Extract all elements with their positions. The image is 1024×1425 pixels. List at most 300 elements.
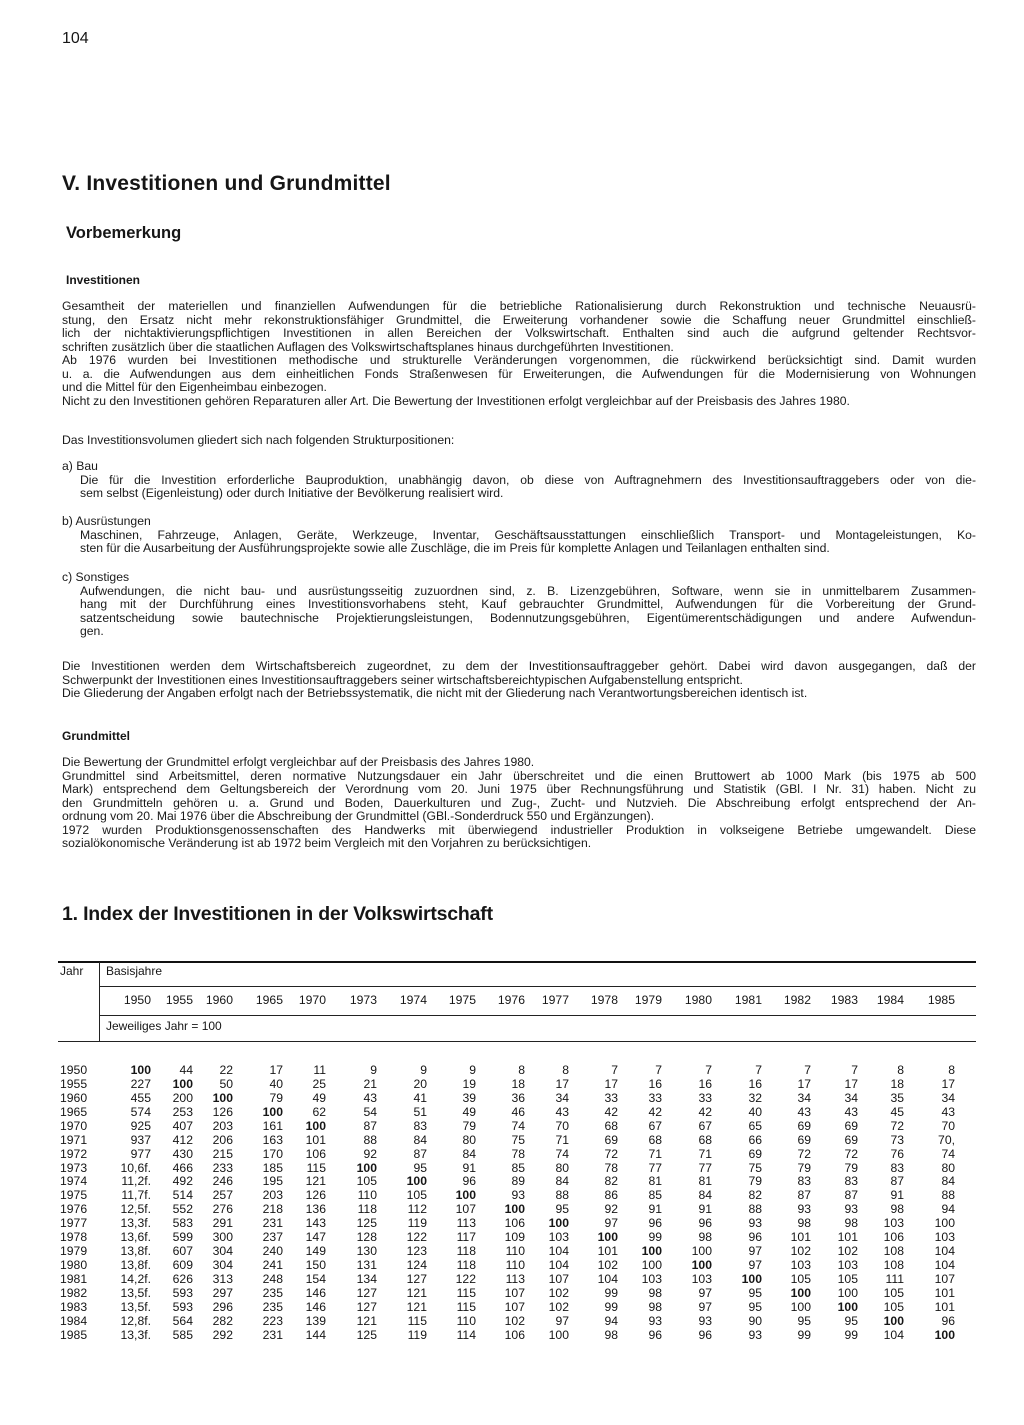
table-cell: 123 bbox=[406, 1244, 427, 1259]
table-cell: 203 bbox=[212, 1118, 233, 1133]
table-cell: 77 bbox=[698, 1160, 712, 1175]
row-year-label: 1979 bbox=[60, 1244, 88, 1259]
table-cell: 100 bbox=[406, 1174, 427, 1189]
table-cell: 87 bbox=[413, 1146, 427, 1161]
page-number: 104 bbox=[62, 30, 89, 47]
table-cell: 455 bbox=[130, 1090, 151, 1105]
table-cell: 113 bbox=[505, 1271, 525, 1286]
chapter-title: V. Investitionen und Grundmittel bbox=[62, 172, 391, 195]
table-cell: 100 bbox=[548, 1327, 569, 1342]
row-year-label: 1975 bbox=[60, 1188, 88, 1203]
table-cell: 100 bbox=[504, 1202, 525, 1217]
table-cell: 99 bbox=[648, 1230, 662, 1245]
table-cell: 13,5f. bbox=[120, 1285, 151, 1300]
table-cell: 79 bbox=[462, 1118, 476, 1133]
table-cell: 67 bbox=[648, 1118, 662, 1133]
table-cell: 93 bbox=[748, 1216, 762, 1231]
table-cell: 97 bbox=[555, 1313, 569, 1328]
table-cell: 71 bbox=[555, 1132, 569, 1147]
table-cell: 40 bbox=[269, 1076, 283, 1091]
table-cell: 585 bbox=[172, 1327, 193, 1342]
table-cell: 313 bbox=[212, 1271, 233, 1286]
table-cell: 103 bbox=[934, 1230, 955, 1245]
table-cell: 70 bbox=[555, 1118, 569, 1133]
table-cell: 104 bbox=[934, 1258, 955, 1273]
table-cell: 92 bbox=[363, 1146, 377, 1161]
table-cell: 291 bbox=[212, 1216, 233, 1231]
table-cell: 103 bbox=[641, 1271, 662, 1286]
table-cell: 87 bbox=[890, 1174, 904, 1189]
text-line: 1972 wurden Produktionsgenossenschaften des Handwerks mit überwiegend industrieller Produktion in volkseigene Betriebe umgewandelt. Diese bbox=[62, 822, 976, 837]
table-cell: 102 bbox=[597, 1258, 618, 1273]
table-cell: 626 bbox=[172, 1271, 193, 1286]
table-cell: 163 bbox=[262, 1132, 283, 1147]
table-cell: 276 bbox=[212, 1202, 233, 1217]
table-cell: 84 bbox=[941, 1174, 955, 1189]
base-year-header: 1979 bbox=[634, 993, 662, 1007]
table-cell: 100 bbox=[172, 1076, 193, 1091]
table-cell: 7 bbox=[611, 1063, 618, 1077]
item-label: a) Bau bbox=[62, 459, 98, 473]
table-cell: 231 bbox=[262, 1216, 283, 1231]
table-cell: 13,8f. bbox=[120, 1244, 151, 1259]
table-cell: 147 bbox=[305, 1230, 326, 1245]
table-cell: 161 bbox=[262, 1118, 283, 1133]
base-year-header: 1974 bbox=[399, 993, 427, 1007]
text-line: lich der nichtaktivierungspflichtigen Investitionen in allen Bereichen der Volkswirtschaft. Enthalten sind auch die aufgrund geltender Rechtsvor- bbox=[62, 326, 976, 340]
table-cell: 100 bbox=[305, 1118, 326, 1133]
table-cell: 96 bbox=[748, 1230, 762, 1245]
table-cell: 297 bbox=[212, 1285, 233, 1300]
table-cell: 121 bbox=[406, 1285, 427, 1300]
table-cell: 87 bbox=[363, 1118, 377, 1133]
table-cell: 233 bbox=[212, 1160, 233, 1175]
table-cell: 88 bbox=[555, 1188, 569, 1203]
table-cell: 84 bbox=[555, 1174, 569, 1189]
table-cell: 80 bbox=[555, 1160, 569, 1175]
col-header-jahr: Jahr bbox=[60, 964, 84, 978]
base-year-header: 1982 bbox=[783, 993, 811, 1007]
table-cell: 69 bbox=[844, 1118, 858, 1133]
table-cell: 118 bbox=[357, 1202, 377, 1217]
row-year-label: 1984 bbox=[60, 1313, 88, 1328]
table-cell: 104 bbox=[548, 1258, 569, 1273]
table-cell: 126 bbox=[305, 1188, 326, 1203]
table-cell: 223 bbox=[262, 1313, 283, 1328]
base-year-header: 1960 bbox=[205, 993, 233, 1007]
table-cell: 66 bbox=[748, 1132, 762, 1147]
table-cell: 304 bbox=[212, 1244, 233, 1259]
table-cell: 583 bbox=[172, 1216, 193, 1231]
text-line: Maschinen, Fahrzeuge, Anlagen, Geräte, Werkzeuge, Inventar, Geschäftsausstattungen einschließlich Transport- und Montageleistungen, Ko- bbox=[80, 527, 976, 542]
table-cell: 122 bbox=[455, 1271, 476, 1286]
table-cell: 118 bbox=[456, 1244, 476, 1259]
table-cell: 121 bbox=[356, 1313, 377, 1328]
table-cell: 300 bbox=[212, 1230, 233, 1245]
table-cell: 77 bbox=[648, 1160, 662, 1175]
table-cell: 80 bbox=[941, 1160, 955, 1175]
table-cell: 100 bbox=[883, 1313, 904, 1328]
table-cell: 149 bbox=[305, 1244, 326, 1259]
table-cell: 43 bbox=[844, 1104, 858, 1119]
table-cell: 54 bbox=[363, 1104, 377, 1119]
table-cell: 96 bbox=[698, 1327, 712, 1342]
table-cell: 100 bbox=[790, 1299, 811, 1314]
table-cell: 130 bbox=[356, 1244, 377, 1259]
table-cell: 110 bbox=[456, 1313, 476, 1328]
header-rule-2 bbox=[100, 1015, 976, 1016]
table-cell: 514 bbox=[172, 1188, 193, 1203]
table-cell: 9 bbox=[420, 1063, 427, 1077]
table-cell: 17 bbox=[269, 1063, 283, 1077]
base-year-header: 1970 bbox=[298, 993, 326, 1007]
table-cell: 126 bbox=[212, 1104, 233, 1119]
table-cell: 146 bbox=[305, 1285, 326, 1300]
table-cell: 95 bbox=[555, 1202, 569, 1217]
base-year-header: 1981 bbox=[734, 993, 762, 1007]
text-line: Schwerpunkt der Investitionen eines Investitionsauftraggebers seiner wirtschaftsbereichtypischen Aufgabenstellung entspricht. bbox=[62, 672, 743, 687]
table-cell: 94 bbox=[604, 1313, 618, 1328]
table-cell: 100 bbox=[790, 1285, 811, 1300]
table-cell: 206 bbox=[212, 1132, 233, 1147]
table-cell: 69 bbox=[844, 1132, 858, 1147]
text-line: Die Bewertung der Grundmittel erfolgt vergleichbar auf der Preisbasis des Jahres 1980. bbox=[62, 755, 535, 769]
table-cell: 103 bbox=[837, 1258, 858, 1273]
table-cell: 34 bbox=[941, 1090, 955, 1105]
table-cell: 102 bbox=[548, 1299, 569, 1314]
table-cell: 93 bbox=[648, 1313, 662, 1328]
table-cell: 95 bbox=[748, 1285, 762, 1300]
table-cell: 79 bbox=[269, 1090, 283, 1105]
table-cell: 8 bbox=[948, 1063, 955, 1077]
table-cell: 90 bbox=[748, 1313, 762, 1328]
table-cell: 42 bbox=[698, 1104, 712, 1119]
table-cell: 100 bbox=[691, 1258, 712, 1273]
row-year-label: 1981 bbox=[60, 1271, 88, 1286]
structure-intro: Das Investitionsvolumen gliedert sich nach folgenden Strukturpositionen: bbox=[62, 433, 455, 447]
table-title: 1. Index der Investitionen in der Volkswirtschaft bbox=[62, 903, 493, 925]
table-cell: 125 bbox=[356, 1216, 377, 1231]
table-cell: 84 bbox=[413, 1132, 427, 1147]
text-line: Grundmittel sind Arbeitsmittel, deren normative Nutzungsdauer ein Jahr überschreitet und die einen Bruttowert ab 1000 Mark (bis 1975 ab 500 bbox=[62, 768, 976, 783]
table-cell: 83 bbox=[797, 1174, 811, 1189]
table-cell: 100 bbox=[934, 1327, 955, 1342]
table-cell: 97 bbox=[698, 1285, 712, 1300]
table-cell: 97 bbox=[748, 1258, 762, 1273]
table-top-rule bbox=[58, 961, 976, 963]
table-cell: 89 bbox=[511, 1174, 525, 1189]
table-cell: 102 bbox=[504, 1313, 525, 1328]
table-cell: 86 bbox=[604, 1188, 618, 1203]
table-cell: 108 bbox=[883, 1244, 904, 1259]
table-cell: 100 bbox=[597, 1230, 618, 1245]
text-line: den Grundmitteln gehören u. a. Grund und Boden, Dauerkulturen und Zug-, Zucht- und Nutzvieh. Die Abschreibung erfolgt entsprechend der An- bbox=[62, 795, 976, 810]
table-cell: 75 bbox=[748, 1160, 762, 1175]
table-cell: 46 bbox=[511, 1104, 525, 1119]
table-cell: 84 bbox=[698, 1188, 712, 1203]
table-cell: 16 bbox=[698, 1076, 712, 1091]
table-cell: 98 bbox=[648, 1299, 662, 1314]
table-cell: 292 bbox=[212, 1327, 233, 1342]
table-cell: 106 bbox=[883, 1230, 904, 1245]
table-cell: 235 bbox=[262, 1285, 283, 1300]
table-cell: 44 bbox=[179, 1063, 193, 1077]
table-cell: 87 bbox=[844, 1188, 858, 1203]
table-cell: 34 bbox=[844, 1090, 858, 1105]
row-year-label: 1985 bbox=[60, 1327, 88, 1342]
table-cell: 103 bbox=[548, 1230, 569, 1245]
table-cell: 68 bbox=[648, 1132, 662, 1147]
table-cell: 99 bbox=[604, 1285, 618, 1300]
table-cell: 103 bbox=[790, 1258, 811, 1273]
table-cell: 68 bbox=[698, 1132, 712, 1147]
table-cell: 97 bbox=[604, 1216, 618, 1231]
table-cell: 72 bbox=[604, 1146, 618, 1161]
table-cell: 51 bbox=[413, 1104, 427, 1119]
row-year-label: 1974 bbox=[60, 1174, 88, 1189]
table-cell: 119 bbox=[407, 1327, 427, 1342]
table-cell: 18 bbox=[511, 1076, 525, 1091]
table-cell: 412 bbox=[172, 1132, 193, 1147]
text-line: stung, den Ersatz nicht mehr rekonstruktionsfähiger Grundmittel, die Erweiterung vorhandener sowie die Schaffung neuer Grundmittel einschließ- bbox=[62, 312, 976, 327]
text-line: Die Gliederung der Angaben erfolgt nach der Betriebssystematik, die nicht mit der Gliederung nach Verantwortungsbereichen identisch ist. bbox=[62, 686, 808, 700]
table-cell: 69 bbox=[604, 1132, 618, 1147]
structure-item-sonstiges bbox=[62, 571, 976, 639]
table-cell: 136 bbox=[305, 1202, 326, 1217]
table-cell: 593 bbox=[172, 1299, 193, 1314]
table-cell: 100 bbox=[837, 1299, 858, 1314]
table-cell: 115 bbox=[456, 1299, 476, 1314]
table-cell: 13,8f. bbox=[120, 1258, 151, 1273]
table-cell: 74 bbox=[941, 1146, 955, 1161]
table-cell: 83 bbox=[413, 1118, 427, 1133]
table-cell: 127 bbox=[356, 1285, 377, 1300]
table-cell: 215 bbox=[212, 1146, 233, 1161]
table-cell: 9 bbox=[370, 1063, 377, 1077]
table-cell: 41 bbox=[413, 1090, 427, 1105]
table-cell: 91 bbox=[462, 1160, 476, 1175]
table-cell: 16 bbox=[648, 1076, 662, 1091]
table-cell: 111 bbox=[885, 1271, 904, 1286]
table-cell: 113 bbox=[456, 1216, 476, 1231]
table-cell: 65 bbox=[748, 1118, 762, 1133]
table-cell: 121 bbox=[406, 1299, 427, 1314]
table-cell: 304 bbox=[212, 1258, 233, 1273]
table-cell: 7 bbox=[804, 1063, 811, 1077]
table-cell: 119 bbox=[407, 1216, 427, 1231]
table-cell: 139 bbox=[305, 1313, 326, 1328]
table-cell: 25 bbox=[312, 1076, 326, 1091]
table-cell: 68 bbox=[604, 1118, 618, 1133]
table-cell: 100 bbox=[548, 1216, 569, 1231]
table-cell: 564 bbox=[172, 1313, 193, 1328]
table-cell: 69 bbox=[797, 1118, 811, 1133]
table-cell: 105 bbox=[356, 1174, 377, 1189]
table-cell: 143 bbox=[305, 1216, 326, 1231]
table-cell: 85 bbox=[648, 1188, 662, 1203]
table-cell: 93 bbox=[844, 1202, 858, 1217]
table-cell: 107 bbox=[934, 1271, 955, 1286]
row-year-label: 1983 bbox=[60, 1299, 88, 1314]
table-cell: 33 bbox=[648, 1090, 662, 1105]
table-cell: 105 bbox=[790, 1271, 811, 1286]
table-cell: 124 bbox=[406, 1258, 427, 1273]
table-cell: 40 bbox=[748, 1104, 762, 1119]
base-year-header: 1973 bbox=[349, 993, 377, 1007]
text-line: Ab 1976 wurden bei Investitionen methodische und strukturelle Veränderungen vorgenommen, die rückwirkend berücksichtigt sind. Damit wurden bbox=[62, 353, 976, 367]
table-cell: 100 bbox=[641, 1244, 662, 1259]
table-cell: 49 bbox=[312, 1090, 326, 1105]
table-cell: 218 bbox=[262, 1202, 283, 1217]
table-cell: 107 bbox=[548, 1271, 569, 1286]
table-cell: 115 bbox=[456, 1285, 476, 1300]
table-cell: 83 bbox=[844, 1174, 858, 1189]
table-cell: 127 bbox=[406, 1271, 427, 1286]
table-cell: 296 bbox=[212, 1299, 233, 1314]
table-cell: 101 bbox=[790, 1230, 811, 1245]
table-cell: 95 bbox=[844, 1313, 858, 1328]
table-cell: 72 bbox=[797, 1146, 811, 1161]
table-cell: 84 bbox=[462, 1146, 476, 1161]
table-cell: 43 bbox=[363, 1090, 377, 1105]
table-cell: 10,6f. bbox=[120, 1160, 151, 1175]
table-cell: 96 bbox=[648, 1216, 662, 1231]
table-cell: 93 bbox=[748, 1327, 762, 1342]
table-cell: 19 bbox=[462, 1076, 476, 1091]
table-cell: 42 bbox=[648, 1104, 662, 1119]
table-cell: 227 bbox=[130, 1076, 151, 1091]
assignment-paragraph bbox=[62, 660, 976, 701]
table-cell: 79 bbox=[748, 1174, 762, 1189]
row-year-label: 1982 bbox=[60, 1285, 88, 1300]
table-cell: 88 bbox=[363, 1132, 377, 1147]
table-cell: 246 bbox=[212, 1174, 233, 1189]
base-year-header: 1976 bbox=[497, 993, 525, 1007]
table-cell: 115 bbox=[306, 1160, 326, 1175]
table-cell: 93 bbox=[511, 1188, 525, 1203]
table-cell: 104 bbox=[934, 1244, 955, 1259]
table-cell: 125 bbox=[356, 1327, 377, 1342]
text-line: gen. bbox=[80, 624, 104, 638]
row-year-label: 1977 bbox=[60, 1216, 88, 1231]
table-cell: 17 bbox=[604, 1076, 618, 1091]
row-year-label: 1976 bbox=[60, 1202, 88, 1217]
text-line: sem selbst (Eigenleistung) oder durch Initiative der Bevölkerung realisiert wird. bbox=[80, 486, 504, 500]
row-year-label: 1955 bbox=[60, 1076, 88, 1091]
table-cell: 71 bbox=[698, 1146, 712, 1161]
table-cell: 574 bbox=[130, 1104, 151, 1119]
table-cell: 609 bbox=[172, 1258, 193, 1273]
row-year-label: 1972 bbox=[60, 1146, 88, 1161]
table-cell: 34 bbox=[797, 1090, 811, 1105]
table-cell: 98 bbox=[844, 1216, 858, 1231]
table-cell: 96 bbox=[698, 1216, 712, 1231]
table-cell: 492 bbox=[172, 1174, 193, 1189]
table-cell: 33 bbox=[698, 1090, 712, 1105]
table-cell: 82 bbox=[748, 1188, 762, 1203]
table-cell: 150 bbox=[305, 1258, 326, 1273]
table-cell: 108 bbox=[883, 1258, 904, 1273]
table-cell: 104 bbox=[597, 1271, 618, 1286]
table-cell: 11,2f. bbox=[121, 1174, 151, 1189]
table-cell: 93 bbox=[797, 1202, 811, 1217]
table-cell: 925 bbox=[130, 1118, 151, 1133]
table-cell: 8 bbox=[562, 1063, 569, 1077]
table-cell: 114 bbox=[456, 1327, 476, 1342]
structure-item-bau bbox=[62, 460, 976, 501]
table-cell: 91 bbox=[648, 1202, 662, 1217]
table-cell: 103 bbox=[691, 1271, 712, 1286]
row-year-label: 1971 bbox=[60, 1132, 88, 1147]
table-cell: 8 bbox=[518, 1063, 525, 1077]
table-cell: 110 bbox=[505, 1244, 525, 1259]
table-cell: 39 bbox=[462, 1090, 476, 1105]
table-cell: 11,7f. bbox=[121, 1188, 151, 1203]
table-cell: 128 bbox=[356, 1230, 377, 1245]
row-year-label: 1978 bbox=[60, 1230, 88, 1245]
investitionen-paragraph bbox=[62, 300, 976, 408]
table-cell: 7 bbox=[705, 1063, 712, 1077]
table-cell: 195 bbox=[262, 1174, 283, 1189]
table-cell: 99 bbox=[604, 1299, 618, 1314]
table-cell: 75 bbox=[511, 1132, 525, 1147]
table-cell: 93 bbox=[698, 1313, 712, 1328]
table-cell: 257 bbox=[212, 1188, 233, 1203]
row-year-label: 1980 bbox=[60, 1258, 88, 1273]
table-cell: 95 bbox=[797, 1313, 811, 1328]
table-cell: 599 bbox=[172, 1230, 193, 1245]
grundmittel-paragraph bbox=[62, 756, 976, 851]
table-cell: 185 bbox=[262, 1160, 283, 1175]
item-label: b) Ausrüstungen bbox=[62, 514, 151, 528]
table-cell: 96 bbox=[941, 1313, 955, 1328]
table-cell: 112 bbox=[407, 1202, 427, 1217]
base-year-header: 1978 bbox=[590, 993, 618, 1007]
text-line: satzentscheidung sowie bautechnische Projektierungsleistungen, Bodennutzungsgebühren, Eigentümerentschädigungen und andere Aufwendun- bbox=[80, 610, 976, 625]
table-cell: 134 bbox=[356, 1271, 377, 1286]
table-cell: 50 bbox=[219, 1076, 233, 1091]
table-cell: 72 bbox=[890, 1118, 904, 1133]
table-cell: 100 bbox=[455, 1188, 476, 1203]
table-cell: 99 bbox=[797, 1327, 811, 1342]
table-cell: 121 bbox=[305, 1174, 326, 1189]
table-cell: 69 bbox=[748, 1146, 762, 1161]
row-year-label: 1960 bbox=[60, 1090, 88, 1105]
base-year-header: 1975 bbox=[448, 993, 476, 1007]
text-line: Die für die Investition erforderliche Bauproduktion, unabhängig davon, ob diese von Auftragnehmern des Investitionsauftraggebers oder von die- bbox=[80, 472, 976, 487]
table-cell: 92 bbox=[604, 1202, 618, 1217]
table-cell: 101 bbox=[597, 1244, 618, 1259]
table-cell: 43 bbox=[941, 1104, 955, 1119]
sub-header-jeweiliges-jahr: Jeweiliges Jahr = 100 bbox=[106, 1019, 222, 1033]
table-cell: 100 bbox=[130, 1063, 151, 1077]
table-cell: 101 bbox=[934, 1285, 955, 1300]
table-cell: 237 bbox=[262, 1230, 283, 1245]
table-cell: 104 bbox=[548, 1244, 569, 1259]
base-year-header: 1965 bbox=[255, 993, 283, 1007]
table-cell: 241 bbox=[262, 1258, 283, 1273]
table-cell: 36 bbox=[511, 1090, 525, 1105]
table-cell: 430 bbox=[172, 1146, 193, 1161]
table-cell: 95 bbox=[413, 1160, 427, 1175]
table-cell: 91 bbox=[698, 1202, 712, 1217]
text-line: hang mit der Durchführung eines Investitionsvorhabens steht, Kauf gebrauchter Grundmittel, Aufwendungen für die Vorbereitung der Grund- bbox=[80, 597, 976, 611]
table-cell: 17 bbox=[555, 1076, 569, 1091]
text-line: und die Mittel für den Eigenheimbau einbezogen. bbox=[62, 380, 327, 394]
table-cell: 154 bbox=[305, 1271, 326, 1286]
table-cell: 88 bbox=[748, 1202, 762, 1217]
table-cell: 102 bbox=[837, 1244, 858, 1259]
